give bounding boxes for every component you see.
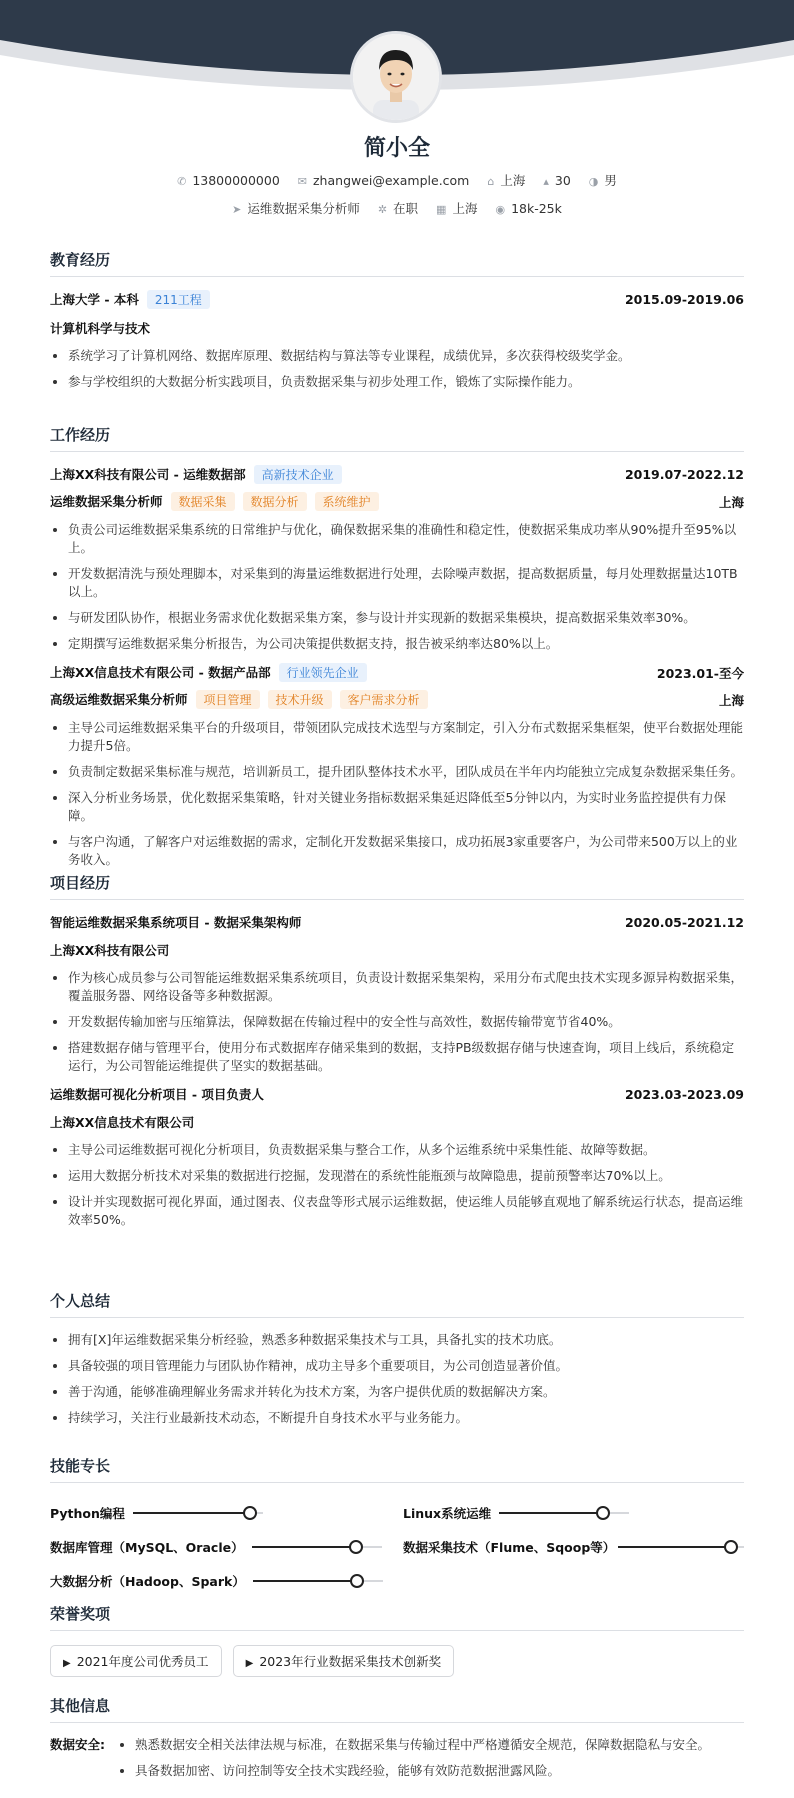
send-icon: ➤	[232, 203, 242, 216]
award-item	[50, 1645, 222, 1677]
list-item: • 设计并实现数据可视化界面，通过图表、仪表盘等形式展示运维数据，使运维人员能够直观地了解系统运行状态，提高运维效率50%。	[68, 1193, 744, 1229]
list-item: • 定期撰写运维数据采集分析报告，为公司决策提供数据支持，报告被采纳率达80%以上。	[68, 635, 744, 653]
list-item: • 持续学习，关注行业最新技术动态，不断提升自身技术水平与业务能力。	[68, 1409, 744, 1427]
project-name: 智能运维数据采集系统项目 - 数据采集架构师	[50, 915, 302, 930]
salary-text: 18k-25k	[511, 201, 562, 216]
awards-section	[50, 1603, 744, 1677]
work-title: 工作经历	[50, 424, 744, 452]
job-location: 上海	[718, 494, 744, 510]
role-tag: 技术升级	[268, 690, 332, 709]
list-item: • 参与学校组织的大数据分析实践项目，负责数据采集与初步处理工作，锻炼了实际操作能力。	[68, 373, 744, 391]
city-item	[487, 171, 525, 189]
skill-item	[50, 1504, 263, 1522]
skill-name: Python编程	[50, 1506, 125, 1521]
other-row	[50, 1736, 744, 1780]
role-tag: 数据分析	[243, 492, 307, 511]
school-tag: 211工程	[147, 290, 210, 309]
project-company-row	[50, 941, 744, 959]
education-header	[50, 290, 744, 309]
list-item: • 负责公司运维数据采集系统的日常维护与优化，确保数据采集的准确性和稳定性，使数据采集成功率从90%提升至95%以上。	[68, 521, 744, 557]
project-date: 2020.05-2021.12	[624, 914, 744, 930]
skill-fill	[252, 1546, 356, 1548]
education-bullets	[50, 347, 744, 391]
other-section	[50, 1695, 744, 1780]
job-bullets	[50, 521, 744, 653]
education-date: 2015.09-2019.06	[624, 292, 744, 307]
summary-title: 个人总结	[50, 1290, 744, 1318]
company-tag: 高新技术企业	[254, 465, 342, 484]
other-label: 数据安全:	[50, 1737, 105, 1752]
skill-knob	[724, 1540, 738, 1554]
role-tag: 客户需求分析	[340, 690, 428, 709]
job-role-row	[50, 690, 744, 709]
gender-icon: ◑	[588, 175, 599, 188]
status-text: 在职	[393, 201, 419, 216]
project-company: 上海XX信息技术有限公司	[50, 1115, 195, 1130]
job-intent-row	[0, 199, 794, 217]
other-title: 其他信息	[50, 1695, 744, 1723]
education-title: 教育经历	[50, 249, 744, 277]
list-item: • 与客户沟通，了解客户对运维数据的需求，定制化开发数据采集接口，成功拓展3家重要客户，为公司带来500万以上的业务收入。	[68, 833, 744, 869]
gender-text: 男	[604, 173, 617, 188]
skill-name: 数据库管理（MySQL、Oracle）	[50, 1540, 244, 1555]
age-item	[543, 173, 570, 188]
summary-bullets	[50, 1331, 744, 1427]
skill-fill	[253, 1580, 357, 1582]
play-icon: ▶	[63, 1658, 71, 1669]
awards-list	[50, 1645, 744, 1677]
list-item: • 善于沟通，能够准确理解业务需求并转化为技术方案，为客户提供优质的数据解决方案。	[68, 1383, 744, 1401]
project-name: 运维数据可视化分析项目 - 项目负责人	[50, 1087, 264, 1102]
projects-title: 项目经历	[50, 872, 744, 900]
phone-text: 13800000000	[192, 173, 280, 188]
skills-grid	[50, 1483, 744, 1593]
skill-fill	[133, 1512, 250, 1514]
major-row	[50, 319, 744, 337]
contact-row	[0, 171, 794, 189]
target-city-text: 上海	[452, 201, 478, 216]
role-tag: 数据采集	[171, 492, 235, 511]
mail-icon: ✉	[297, 175, 307, 188]
phone-item	[177, 173, 280, 188]
work-section	[50, 424, 744, 877]
project-bullets	[50, 1141, 744, 1229]
award-text: 2023年行业数据采集技术创新奖	[259, 1654, 442, 1669]
skill-bar	[252, 1546, 382, 1548]
list-item: • 系统学习了计算机网络、数据库原理、数据结构与算法等专业课程，成绩优异，多次获得校级奖学金。	[68, 347, 744, 365]
skill-name: 大数据分析（Hadoop、Spark）	[50, 1574, 245, 1589]
target-job-text: 运维数据采集分析师	[247, 201, 360, 216]
target-city-item	[436, 199, 477, 217]
project-date: 2023.03-2023.09	[624, 1086, 744, 1102]
email-text: zhangwei@example.com	[313, 173, 470, 188]
school-name: 上海大学 - 本科	[50, 292, 139, 307]
projects-section	[50, 872, 744, 1237]
project-header	[50, 1085, 744, 1103]
avatar	[350, 31, 442, 123]
award-text: 2021年度公司优秀员工	[76, 1654, 209, 1669]
list-item: • 负责制定数据采集标准与规范，培训新员工，提升团队整体技术水平，团队成员在半年内均能独立完成复杂数据采集任务。	[68, 763, 744, 781]
job-role-row	[50, 492, 744, 511]
project-company-row	[50, 1113, 744, 1131]
company-tag: 行业领先企业	[279, 663, 367, 682]
skill-item	[50, 1538, 382, 1556]
job-bullets	[50, 719, 744, 869]
project-header	[50, 913, 744, 931]
skills-title: 技能专长	[50, 1455, 744, 1483]
list-item: • 主导公司运维数据可视化分析项目，负责数据采集与整合工作，从多个运维系统中采集性能、故障等数据。	[68, 1141, 744, 1159]
skill-bar	[133, 1512, 263, 1514]
home-icon: ⌂	[487, 175, 495, 188]
skill-knob	[350, 1574, 364, 1588]
candidate-name: 简小全	[363, 136, 430, 161]
skill-knob	[349, 1540, 363, 1554]
skill-fill	[499, 1512, 603, 1514]
role-tag: 系统维护	[315, 492, 379, 511]
gender-item	[589, 171, 617, 189]
project-company: 上海XX科技有限公司	[50, 943, 170, 958]
list-item: • 熟悉数据安全相关法律法规与标准，在数据采集与传输过程中严格遵循安全规范，保障数据隐私与安全。	[135, 1736, 710, 1754]
list-item: • 主导公司运维数据采集平台的升级项目，带领团队完成技术选型与方案制定，引入分布式数据采集框架，使平台数据处理能力提升5倍。	[68, 719, 744, 755]
cake-icon: ▴	[543, 175, 549, 188]
list-item: • 具备较强的项目管理能力与团队协作精神，成功主导多个重要项目，为公司创造显著价值。	[68, 1357, 744, 1375]
list-item: • 与研发团队协作，根据业务需求优化数据采集方案，参与设计并实现新的数据采集模块，提高数据采集效率30%。	[68, 609, 744, 627]
major-name: 计算机科学与技术	[50, 321, 151, 336]
city-text: 上海	[500, 173, 526, 188]
skill-fill	[618, 1546, 732, 1548]
skill-item	[403, 1538, 744, 1556]
email-item[interactable]	[298, 173, 470, 188]
list-item: • 深入分析业务场景，优化数据采集策略，针对关键业务指标数据采集延迟降低至5分钟以内，为实时业务监控提供有力保障。	[68, 789, 744, 825]
list-item: • 作为核心成员参与公司智能运维数据采集系统项目，负责设计数据采集架构，采用分布式爬虫技术实现多源异构数据采集，覆盖服务器、网络设备等多种数据源。	[68, 969, 744, 1005]
status-item	[378, 199, 418, 217]
job-header	[50, 663, 744, 682]
target-job-item	[232, 199, 360, 217]
skills-section	[50, 1455, 744, 1593]
skill-item	[50, 1572, 383, 1590]
building-icon: ▦	[436, 203, 447, 216]
skill-knob	[596, 1506, 610, 1520]
company-name: 上海XX科技有限公司 - 运维数据部	[50, 467, 246, 482]
job-date: 2019.07-2022.12	[624, 467, 744, 482]
status-icon: ✲	[377, 203, 388, 216]
company-name: 上海XX信息技术有限公司 - 数据产品部	[50, 665, 271, 680]
job-location: 上海	[718, 692, 744, 708]
list-item: • 拥有[X]年运维数据采集分析经验，熟悉多种数据采集技术与工具，具备扎实的技术功底。	[68, 1331, 744, 1349]
list-item: • 开发数据清洗与预处理脚本，对采集到的海量运维数据进行处理，去除噪声数据，提高数据质量，每月处理数据量达10TB以上。	[68, 565, 744, 601]
job-header	[50, 465, 744, 484]
skill-bar	[253, 1580, 383, 1582]
phone-icon: ✆	[177, 175, 187, 188]
skill-bar	[499, 1512, 629, 1514]
skill-name: 数据采集技术（Flume、Sqoop等）	[403, 1540, 616, 1555]
award-item	[233, 1645, 455, 1677]
salary-item	[495, 201, 561, 216]
job-role: 运维数据采集分析师	[50, 494, 163, 509]
project-bullets	[50, 969, 744, 1075]
age-text: 30	[554, 173, 571, 188]
job-date: 2023.01-至今	[656, 665, 744, 681]
role-tag: 项目管理	[196, 690, 260, 709]
skill-item	[403, 1504, 629, 1522]
list-item: • 搭建数据存储与管理平台，使用分布式数据库存储采集到的数据，支持PB级数据存储与快速查询，项目上线后，系统稳定运行，为公司智能运维提供了坚实的数据基础。	[68, 1039, 744, 1075]
list-item: • 具备数据加密、访问控制等安全技术实践经验，能够有效防范数据泄露风险。	[135, 1762, 710, 1780]
other-bullets	[105, 1736, 710, 1780]
job-role: 高级运维数据采集分析师	[50, 692, 188, 707]
money-icon: ◉	[495, 203, 506, 216]
skill-name: Linux系统运维	[403, 1506, 492, 1521]
skill-bar	[618, 1546, 744, 1548]
awards-title: 荣誉奖项	[50, 1603, 744, 1631]
education-section	[50, 249, 744, 399]
list-item: • 开发数据传输加密与压缩算法，保障数据在传输过程中的安全性与高效性，数据传输带宽节省40%。	[68, 1013, 744, 1031]
skill-knob	[243, 1506, 257, 1520]
summary-section	[50, 1290, 744, 1435]
list-item: • 运用大数据分析技术对采集的数据进行挖掘，发现潜在的系统性能瓶颈与故障隐患，提前预警率达70%以上。	[68, 1167, 744, 1185]
play-icon: ▶	[245, 1658, 254, 1669]
